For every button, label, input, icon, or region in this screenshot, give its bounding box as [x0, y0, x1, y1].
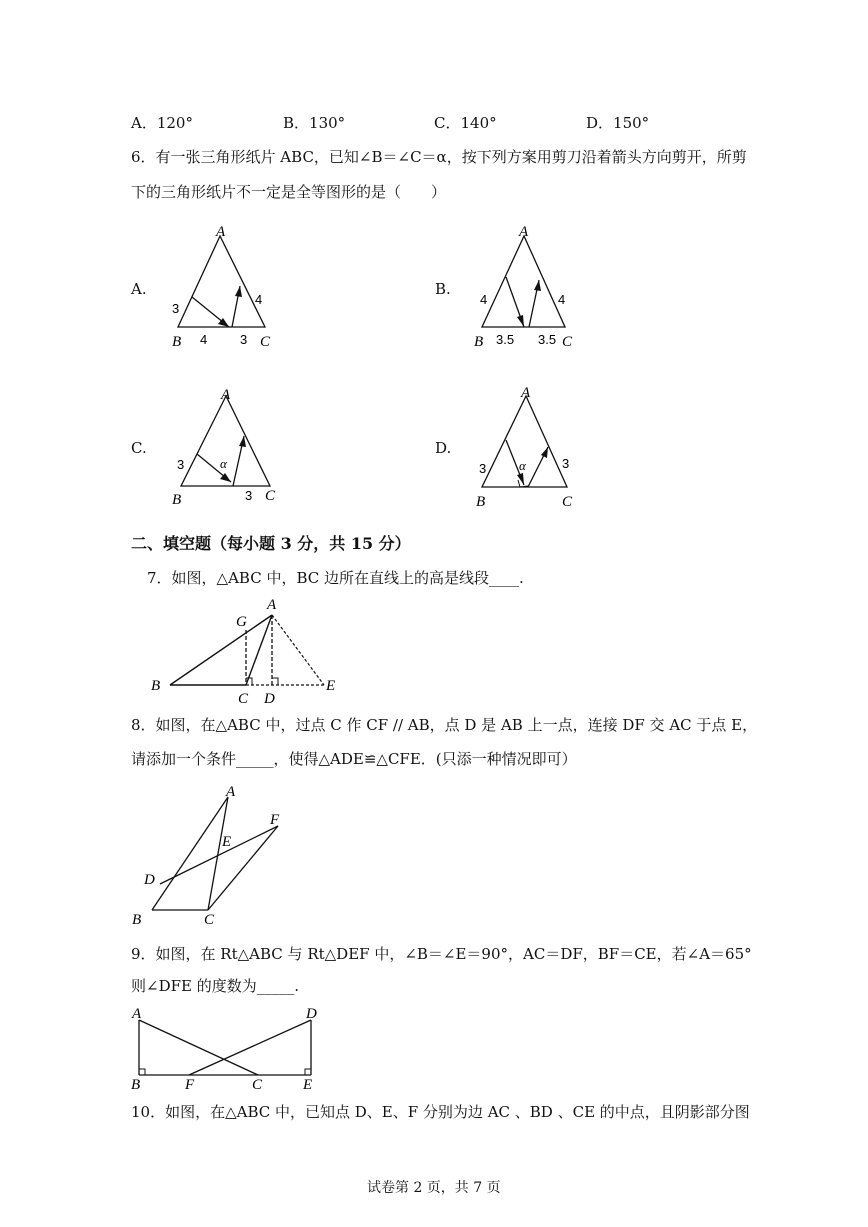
question-7-text: 7．如图，△ABC 中，BC 边所在直线上的高是线段____.	[147, 569, 524, 587]
fig-d-angle: α	[519, 458, 526, 473]
fig-a-bottom-right: 3	[240, 332, 248, 347]
fig-c-C: C	[265, 488, 276, 504]
fig8-B: B	[132, 912, 142, 928]
fig-c-option-label: C.	[131, 439, 147, 457]
question-9-line1: 9．如图，在 Rt△ABC 与 Rt△DEF 中，∠B＝∠E＝90°，AC＝DF，BF＝CE，若∠A＝65°	[131, 945, 752, 963]
fig-d-C: C	[562, 494, 573, 510]
fig-c-B: B	[172, 492, 182, 508]
question-8-line1: 8．如图，在△ABC 中，过点 C 作 CF // AB，点 D 是 AB 上一点，连接 DF 交 AC 于点 E，	[131, 716, 758, 734]
fig-c-angle: α	[220, 456, 227, 471]
question-10-line1: 10．如图，在△ABC 中，已知点 D、E、F 分别为边 AC 、BD 、CE 的中点，且阴影部分图	[131, 1103, 750, 1121]
fig-c-left: 3	[177, 457, 185, 472]
fig9-A: A	[132, 1006, 142, 1022]
fig7-A: A	[267, 597, 277, 613]
fig7-C: C	[238, 691, 249, 707]
fig7-G: G	[236, 614, 247, 630]
fig-a-right: 4	[255, 292, 263, 307]
fig9-F: F	[185, 1077, 195, 1093]
figure-6d	[462, 380, 592, 520]
fig9-C: C	[252, 1077, 263, 1093]
fig8-E: E	[222, 834, 232, 850]
option-c: C．140°	[434, 114, 497, 132]
option-d: D．150°	[586, 114, 650, 132]
fig-a-option-label: A.	[131, 280, 147, 298]
figure-6a	[160, 220, 290, 360]
fig-b-B: B	[474, 334, 484, 350]
figure-6c	[160, 380, 290, 520]
fig-a-C: C	[260, 334, 271, 350]
fig-b-option-label: B.	[435, 280, 451, 298]
section-2-heading: 二、填空题（每小题 3 分，共 15 分）	[131, 534, 411, 553]
question-9-line2: 则∠DFE 的度数为_____.	[131, 977, 299, 995]
fig-b-A: A	[519, 224, 529, 240]
fig-d-A: A	[521, 385, 531, 401]
option-a: A．120°	[131, 114, 193, 132]
fig-b-left: 4	[480, 292, 488, 307]
question-6-line1: 6．有一张三角形纸片 ABC，已知∠B＝∠C＝α，按下列方案用剪刀沿着箭头方向剪开，所剪	[131, 148, 747, 166]
fig8-F: F	[270, 812, 280, 828]
fig9-B: B	[131, 1077, 141, 1093]
fig8-C: C	[204, 912, 215, 928]
fig-b-bottom-left: 3.5	[496, 332, 515, 347]
fig-b-bottom-right: 3.5	[538, 332, 557, 347]
fig-c-A: A	[221, 387, 231, 403]
fig-a-left: 3	[172, 301, 180, 316]
question-6-line2: 下的三角形纸片不一定是全等图形的是（ ）	[131, 183, 447, 201]
fig7-E: E	[326, 678, 336, 694]
fig9-E: E	[303, 1077, 313, 1093]
fig-d-option-label: D.	[435, 439, 452, 457]
figure-9	[128, 1000, 328, 1095]
fig8-A: A	[226, 784, 236, 800]
fig-b-right: 4	[558, 292, 566, 307]
fig-d-right: 3	[562, 456, 570, 471]
figure-6b	[462, 220, 592, 360]
option-b: B．130°	[283, 114, 346, 132]
fig-a-B: B	[172, 334, 182, 350]
figure-7	[148, 590, 348, 705]
fig7-B: B	[151, 678, 161, 694]
page-footer: 试卷第 2 页，共 7 页	[367, 1180, 501, 1196]
fig-a-bottom-left: 4	[200, 332, 208, 347]
fig7-D: D	[264, 691, 275, 707]
fig-d-B: B	[476, 494, 486, 510]
fig-b-C: C	[562, 334, 573, 350]
fig9-D: D	[306, 1006, 317, 1022]
figure-8	[130, 780, 290, 930]
fig-c-bottom-right: 3	[245, 488, 253, 503]
fig-d-left: 3	[479, 461, 487, 476]
fig8-D: D	[144, 872, 155, 888]
question-8-line2: 请添加一个条件_____，使得△ADE≌△CFE．(只添一种情况即可）	[131, 750, 577, 768]
fig-a-A: A	[216, 224, 226, 240]
